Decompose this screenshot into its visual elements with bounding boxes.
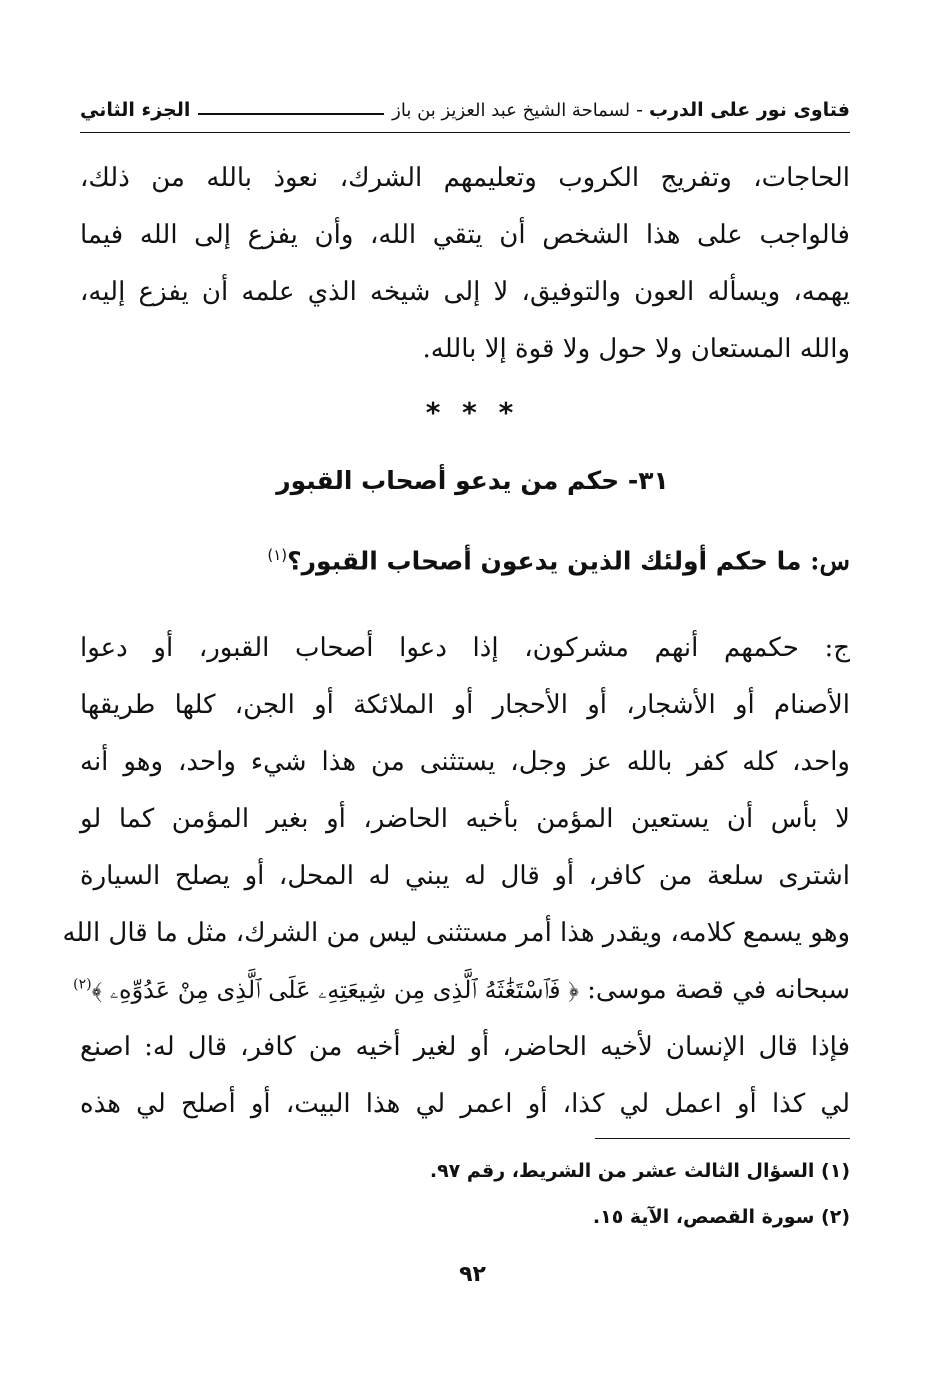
footnote-2: (٢) سورة القصص، الآية ١٥. bbox=[592, 1206, 850, 1228]
question-label: س: bbox=[810, 546, 850, 576]
question bbox=[80, 546, 850, 575]
header-author: لسماحة الشيخ عبد العزيز بن باز bbox=[392, 99, 631, 121]
header-dash-line bbox=[198, 113, 384, 115]
text-line: فالواجب على هذا الشخص أن يتقي الله، وأن يفزع إلى الله فيما bbox=[80, 220, 850, 250]
quran-verse: ﴿ فَٱسْتَغَٰثَهُ ٱلَّذِى مِن شِيعَتِهِۦ عَلَى ٱلَّذِى مِنْ عَدُوِّهِۦ ﴾ bbox=[91, 976, 579, 1004]
text-line: يهمه، ويسأله العون والتوفيق، لا إلى شيخه الذي علمه أن يفزع إليه، bbox=[80, 277, 850, 307]
paragraph-continuation bbox=[80, 150, 850, 378]
footnote-ref-1: (١) bbox=[267, 546, 288, 564]
footnote-ref-2: (٢) bbox=[73, 976, 92, 993]
section-title: ٣١- حكم من يدعو أصحاب القبور bbox=[276, 466, 669, 495]
header-part: الجزء الثاني bbox=[80, 99, 191, 121]
verse-line bbox=[73, 962, 850, 1019]
text-line: الحاجات، وتفريج الكروب وتعليمهم الشرك، نعوذ بالله من ذلك، bbox=[80, 163, 850, 193]
footnotes bbox=[80, 1148, 850, 1240]
text-line: واحد، كله كفر بالله عز وجل، يستثنى من هذا شيء واحد، وهو أنه bbox=[80, 747, 850, 777]
footnote-1: (١) السؤال الثالث عشر من الشريط، رقم ٩٧. bbox=[429, 1160, 850, 1182]
footnote-rule bbox=[595, 1138, 850, 1139]
page-number: ٩٢ bbox=[459, 1262, 486, 1287]
text-line: والله المستعان ولا حول ولا قوة إلا بالله. bbox=[422, 334, 850, 364]
text-line: لي كذا أو اعمل لي كذا، أو اعمر لي هذا البيت، أو أصلح لي هذه bbox=[80, 1089, 850, 1119]
text-line: الأصنام أو الأشجار، أو الأحجار أو الملائكة أو الجن، كلها طريقها bbox=[80, 690, 850, 720]
text-line: فإذا قال الإنسان لأخيه الحاضر، أو لغير أخيه من كافر، قال له: اصنع bbox=[80, 1032, 850, 1062]
header-separator: - bbox=[636, 99, 643, 121]
text-line: لا بأس أن يستعين المؤمن بأخيه الحاضر، أو بغير المؤمن كما لو bbox=[80, 804, 850, 834]
question-text: ما حكم أولئك الذين يدعون أصحاب القبور؟ bbox=[287, 546, 802, 576]
verse-line-prefix: سبحانه في قصة موسى: bbox=[587, 975, 850, 1005]
header-rule bbox=[80, 132, 850, 133]
section-separator-stars: * * * bbox=[425, 396, 520, 429]
text-line: ج: حكمهم أنهم مشركون، إذا دعوا أصحاب القبور، أو دعوا bbox=[80, 633, 850, 663]
text-line: اشترى سلعة من كافر، أو قال له يبني له المحل، أو يصلح السيارة bbox=[80, 861, 850, 891]
text-line: وهو يسمع كلامه، ويقدر هذا أمر مستثنى ليس من الشرك، مثل ما قال الله bbox=[62, 918, 850, 948]
running-header bbox=[80, 92, 850, 128]
header-book-title: فتاوى نور على الدرب bbox=[649, 99, 850, 121]
answer-paragraph bbox=[62, 620, 850, 1133]
